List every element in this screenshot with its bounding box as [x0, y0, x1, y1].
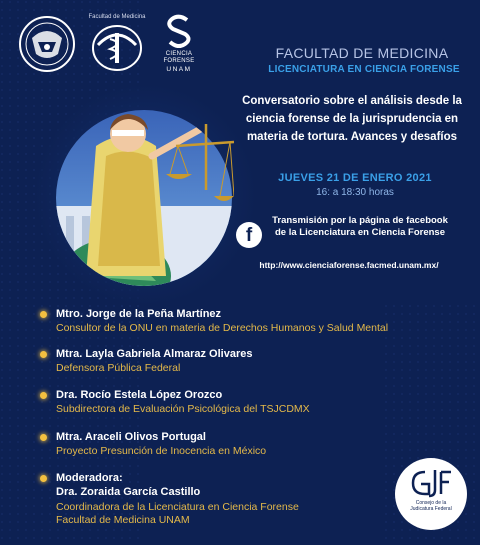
cjf-caption-line1: Consejo de la — [415, 500, 447, 506]
licenciatura-heading: LICENCIATURA EN CIENCIA FORENSE — [268, 64, 460, 75]
lady-justice-illustration — [56, 86, 234, 296]
ciencia-forense-logo — [158, 14, 200, 78]
unam-seal-logo — [18, 14, 76, 74]
speaker-name: Mtra. Araceli Olivos Portugal — [56, 431, 206, 443]
speaker-role: Subdirectora de Evaluación Psicológica del TSJCDMX — [56, 403, 310, 415]
moderator-role: Coordinadora de la Licenciatura en Ciencia Forense — [56, 501, 299, 513]
speaker-role: Consultor de la ONU en materia de Derechos Humanos y Salud Mental — [56, 322, 389, 334]
transmission-text: Transmisión por la página de facebook de la Licenciatura en Ciencia Forense — [272, 215, 448, 238]
speaker-name: Mtro. Jorge de la Peña Martínez — [56, 308, 222, 320]
cjf-logo — [395, 458, 467, 530]
bullet-icon — [40, 311, 47, 318]
event-title: Conversatorio sobre el análisis desde la ciencia forense de la jurisprudencia en materia de tortura. Avances y desafíos — [242, 95, 462, 143]
bullet-icon — [40, 475, 47, 482]
facebook-icon[interactable]: f — [236, 222, 262, 248]
event-time: 16: a 18:30 horas — [316, 187, 394, 198]
moderator-name: Dra. Zoraida García Castillo — [56, 486, 201, 498]
moderator-label: Moderadora: — [56, 472, 123, 484]
bullet-icon — [40, 392, 47, 399]
speaker-name: Dra. Rocío Estela López Orozco — [56, 389, 223, 401]
cjf-caption — [395, 500, 467, 512]
speaker-name: Mtra. Layla Gabriela Almaraz Olivares — [56, 348, 253, 360]
cjf-caption-line2: Judicatura Federal — [410, 506, 452, 512]
speaker-role: Proyecto Presunción de Inocencia en México — [56, 445, 267, 457]
moderator-affiliation: Facultad de Medicina UNAM — [56, 514, 190, 526]
cf-line3: UNAM — [166, 66, 192, 73]
cf-line2: FORENSE — [163, 58, 195, 64]
event-date: JUEVES 21 DE ENERO 2021 — [278, 172, 432, 184]
speaker-role: Defensora Pública Federal — [56, 362, 181, 374]
facultad-medicina-logo — [86, 14, 148, 74]
bullet-icon — [40, 351, 47, 358]
fm-caption: Facultad de Medicina — [88, 14, 146, 20]
cf-line1: CIENCIA — [165, 51, 193, 57]
bullet-icon — [40, 434, 47, 441]
website-link[interactable]: http://www.cienciaforense.facmed.unam.mx/ — [259, 260, 439, 270]
facultad-heading: FACULTAD DE MEDICINA — [275, 45, 449, 61]
